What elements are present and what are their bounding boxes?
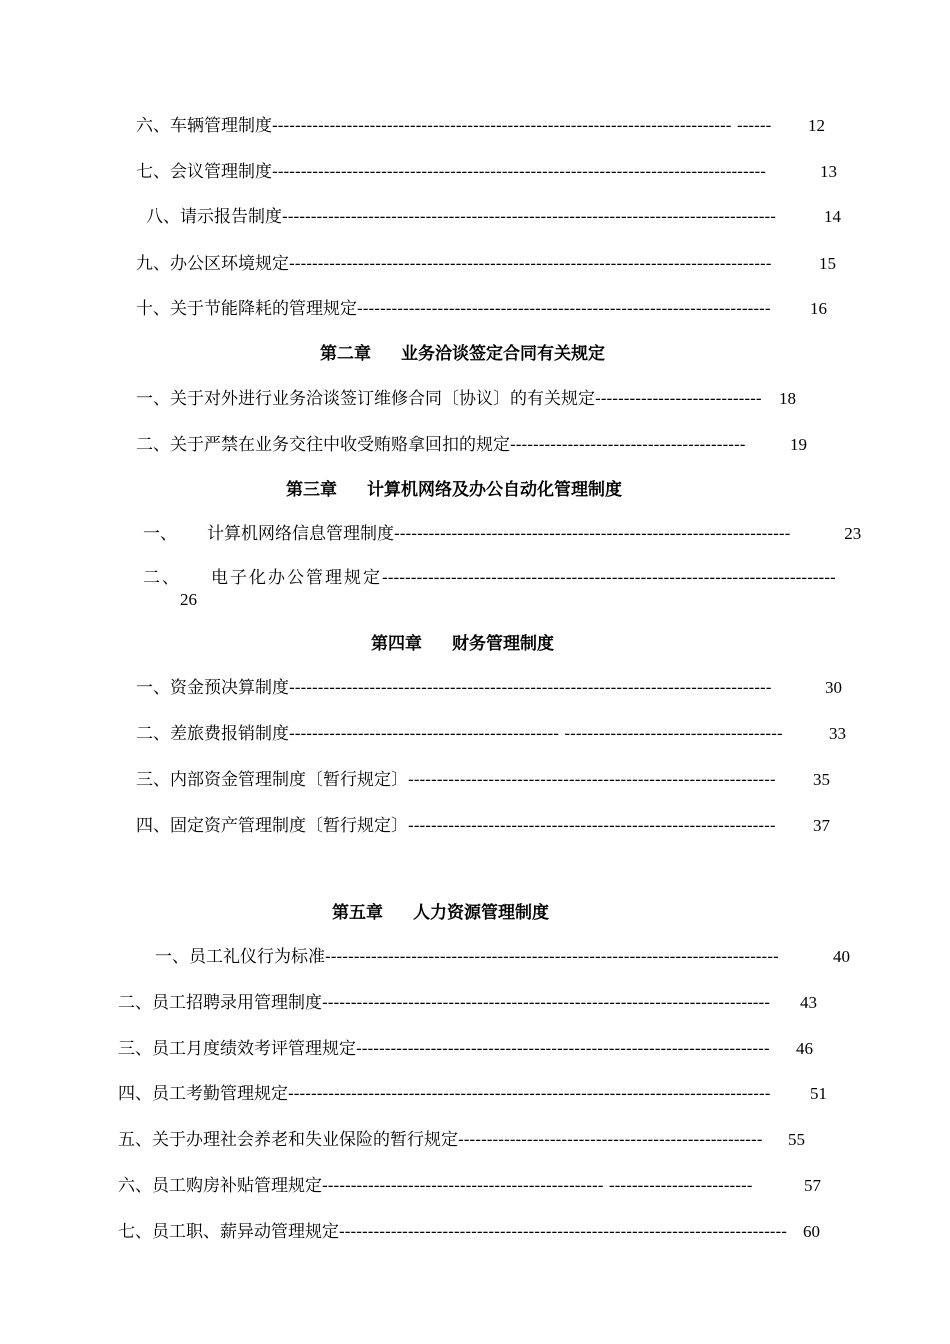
toc-entry-label: 一、资金预决算制度 (136, 678, 289, 698)
toc-entry-label: 一、员工礼仪行为标准 (155, 947, 325, 967)
toc-entry[interactable] (118, 1221, 820, 1243)
toc-entry[interactable] (136, 253, 836, 275)
chapter-number: 第三章 (286, 480, 337, 500)
toc-page-number: 43 (800, 993, 817, 1012)
toc-entry[interactable] (118, 992, 817, 1014)
toc-entry[interactable] (136, 115, 825, 137)
toc-page-number: 57 (804, 1176, 821, 1195)
toc-leader: ------------------------------------------------------------------------ (356, 1039, 770, 1059)
toc-entry[interactable] (136, 161, 837, 183)
toc-entry[interactable] (143, 523, 861, 545)
toc-leader: ---------------------------------------------------------------- (408, 770, 776, 790)
toc-leader: ------------------------------------------------------------------------------- (382, 568, 836, 588)
toc-leader: ------------------------------------------------------------------------------------ (288, 1084, 771, 1104)
chapter-heading[interactable] (286, 479, 622, 501)
toc-page-number: 14 (824, 207, 841, 226)
toc-entry-label: 十、关于节能降耗的管理规定 (136, 299, 357, 319)
toc-entry-index: 一、 (143, 524, 177, 544)
toc-entry[interactable] (118, 1129, 805, 1151)
toc-entry[interactable] (118, 1175, 821, 1197)
toc-leader: --------------------------------------------------------------------- (394, 524, 791, 544)
chapter-heading[interactable] (332, 902, 549, 924)
toc-leader: ----------------------------- (595, 389, 762, 409)
toc-entry-label: 六、车辆管理制度 (136, 116, 272, 136)
toc-page-number: 51 (810, 1084, 827, 1103)
toc-leader: ----------------------------------------------------- (458, 1130, 763, 1150)
toc-entry-label: 六、员工购房补贴管理规定 (118, 1176, 322, 1196)
toc-leader: ------------------------------------------------------------------------------ (339, 1222, 788, 1242)
toc-page-number: 26 (180, 590, 197, 609)
toc-page-number: 19 (790, 435, 807, 454)
toc-entry[interactable] (136, 677, 842, 699)
toc-page-number: 30 (825, 678, 842, 697)
toc-page-number: 13 (820, 162, 837, 181)
chapter-title: 人力资源管理制度 (413, 903, 549, 923)
toc-page-number: 60 (803, 1222, 820, 1241)
toc-entry-label: 三、内部资金管理制度〔暂行规定〕 (136, 770, 408, 790)
toc-leader: ------------------------------------------------------------------------ (357, 299, 771, 319)
toc-page-number: 16 (810, 299, 827, 318)
toc-entry[interactable] (136, 769, 830, 791)
toc-entry-wrapped-page (180, 589, 197, 611)
toc-page-number: 40 (833, 947, 850, 966)
toc-leader: ---------------------------------------------------------------- (408, 816, 776, 836)
toc-leader: ----------------------------------------------- -------------------------------------- (289, 724, 783, 744)
chapter-heading[interactable] (320, 343, 605, 365)
toc-entry-label: 八、请示报告制度 (146, 207, 282, 227)
toc-leader: ------------------------------------------------- ------------------------- (322, 1176, 753, 1196)
toc-leader: -------------------------------------------------------------------------------------- (282, 207, 776, 227)
toc-entry-label: 三、员工月度绩效考评管理规定 (118, 1039, 356, 1059)
toc-page-number: 46 (796, 1039, 813, 1058)
toc-entry-label: 计算机网络信息管理制度 (207, 524, 394, 544)
toc-entry-label: 二、差旅费报销制度 (136, 724, 289, 744)
toc-entry-label: 四、员工考勤管理规定 (118, 1084, 288, 1104)
toc-entry[interactable] (136, 815, 830, 837)
toc-entry[interactable] (136, 388, 796, 410)
toc-entry-label: 七、员工职、薪异动管理规定 (118, 1222, 339, 1242)
toc-page-number: 23 (840, 524, 862, 543)
toc-entry[interactable] (146, 206, 841, 228)
toc-entry[interactable] (118, 1038, 813, 1060)
toc-entry-label: 五、关于办理社会养老和失业保险的暂行规定 (118, 1130, 458, 1150)
chapter-heading[interactable] (371, 633, 554, 655)
toc-page-number: 33 (829, 724, 846, 743)
toc-entry-index: 二、 (143, 568, 181, 588)
toc-page-number: 15 (819, 254, 836, 273)
toc-entry-label: 一、关于对外进行业务洽谈签订维修合同〔协议〕的有关规定 (136, 389, 595, 409)
toc-entry-label: 七、会议管理制度 (136, 162, 272, 182)
toc-leader: ------------------------------------------------------------------------------------ (289, 678, 772, 698)
toc-entry-label: 九、办公区环境规定 (136, 254, 289, 274)
toc-entry[interactable] (118, 1083, 827, 1105)
toc-page-number: 35 (813, 770, 830, 789)
toc-leader: ------------------------------------------------------------------------------- (325, 947, 779, 967)
toc-entry-label: 电子化办公管理规定 (211, 568, 382, 588)
toc-entry[interactable] (136, 434, 807, 456)
toc-leader: -------------------------------------------------------------------------------- ------ (272, 116, 772, 136)
chapter-title: 业务洽谈签定合同有关规定 (401, 344, 605, 364)
toc-page-number: 37 (813, 816, 830, 835)
chapter-number: 第四章 (371, 634, 422, 654)
chapter-title: 计算机网络及办公自动化管理制度 (367, 480, 622, 500)
toc-page-number: 18 (779, 389, 796, 408)
toc-entry[interactable] (136, 298, 827, 320)
toc-page-number: 55 (788, 1130, 805, 1149)
chapter-number: 第二章 (320, 344, 371, 364)
toc-entry-label: 四、固定资产管理制度〔暂行规定〕 (136, 816, 408, 836)
toc-entry[interactable] (143, 567, 872, 589)
toc-entry-label: 二、关于严禁在业务交往中收受贿赂拿回扣的规定 (136, 435, 510, 455)
chapter-number: 第五章 (332, 903, 383, 923)
toc-entry[interactable] (136, 723, 846, 745)
toc-entry[interactable] (155, 946, 850, 968)
toc-leader: ----------------------------------------- (510, 435, 746, 455)
chapter-title: 财务管理制度 (452, 634, 554, 654)
toc-leader: ------------------------------------------------------------------------------------ (289, 254, 772, 274)
toc-leader: ------------------------------------------------------------------------------ (322, 993, 771, 1013)
toc-leader: -------------------------------------------------------------------------------------- (272, 162, 766, 182)
toc-page-number: 12 (808, 116, 825, 135)
toc-entry-label: 二、员工招聘录用管理制度 (118, 993, 322, 1013)
